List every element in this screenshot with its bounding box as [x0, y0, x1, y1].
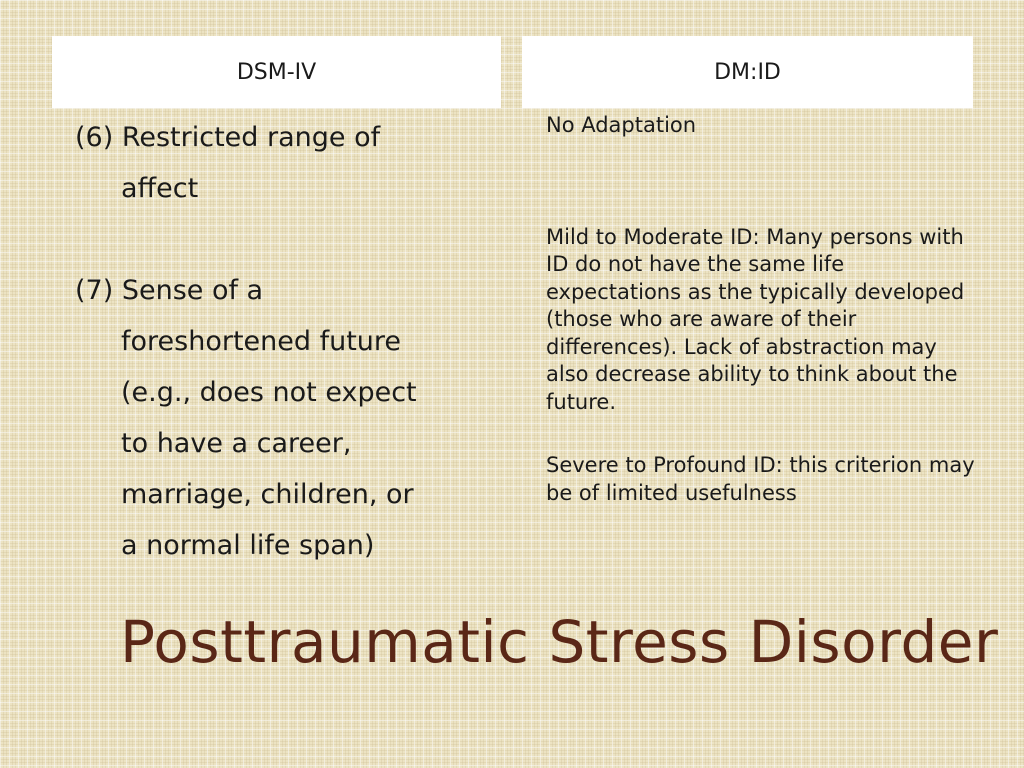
criterion-7-line-3: (e.g., does not expect	[121, 377, 417, 408]
criterion-7-line-4: to have a career,	[121, 428, 352, 459]
dsm-iv-column-header	[52, 36, 501, 108]
criterion-7-line-1: (7) Sense of a	[75, 275, 264, 306]
severe-profound-text: Severe to Profound ID: this criterion may be of limited usefulness	[546, 453, 975, 505]
mild-moderate-text: Mild to Moderate ID: Many persons with ID do not have the same life expectations as the typically developed (those who are aware of their differences). Lack of abstraction may also decrease ability to think about the future.	[546, 224, 965, 414]
dsm-iv-criteria-column	[75, 112, 505, 571]
spacer	[75, 214, 505, 265]
criterion-7-line-5: marriage, children, or	[121, 479, 414, 510]
criterion-7-line-2: foreshortened future	[121, 326, 402, 357]
criterion-6-line-1: (6) Restricted range of	[75, 122, 381, 153]
dm-id-column-header	[522, 36, 973, 108]
dm-id-header-label: DM:ID	[714, 59, 781, 85]
no-adaptation-text: No Adaptation	[546, 113, 697, 137]
criterion-7-line-6: a normal life span)	[121, 530, 375, 561]
dm-id-adaptations-column	[546, 112, 976, 507]
criterion-6-line-2: affect	[121, 173, 199, 204]
slide-title: Posttraumatic Stress Disorder	[120, 608, 999, 676]
dsm-iv-header-label: DSM-IV	[236, 59, 317, 85]
